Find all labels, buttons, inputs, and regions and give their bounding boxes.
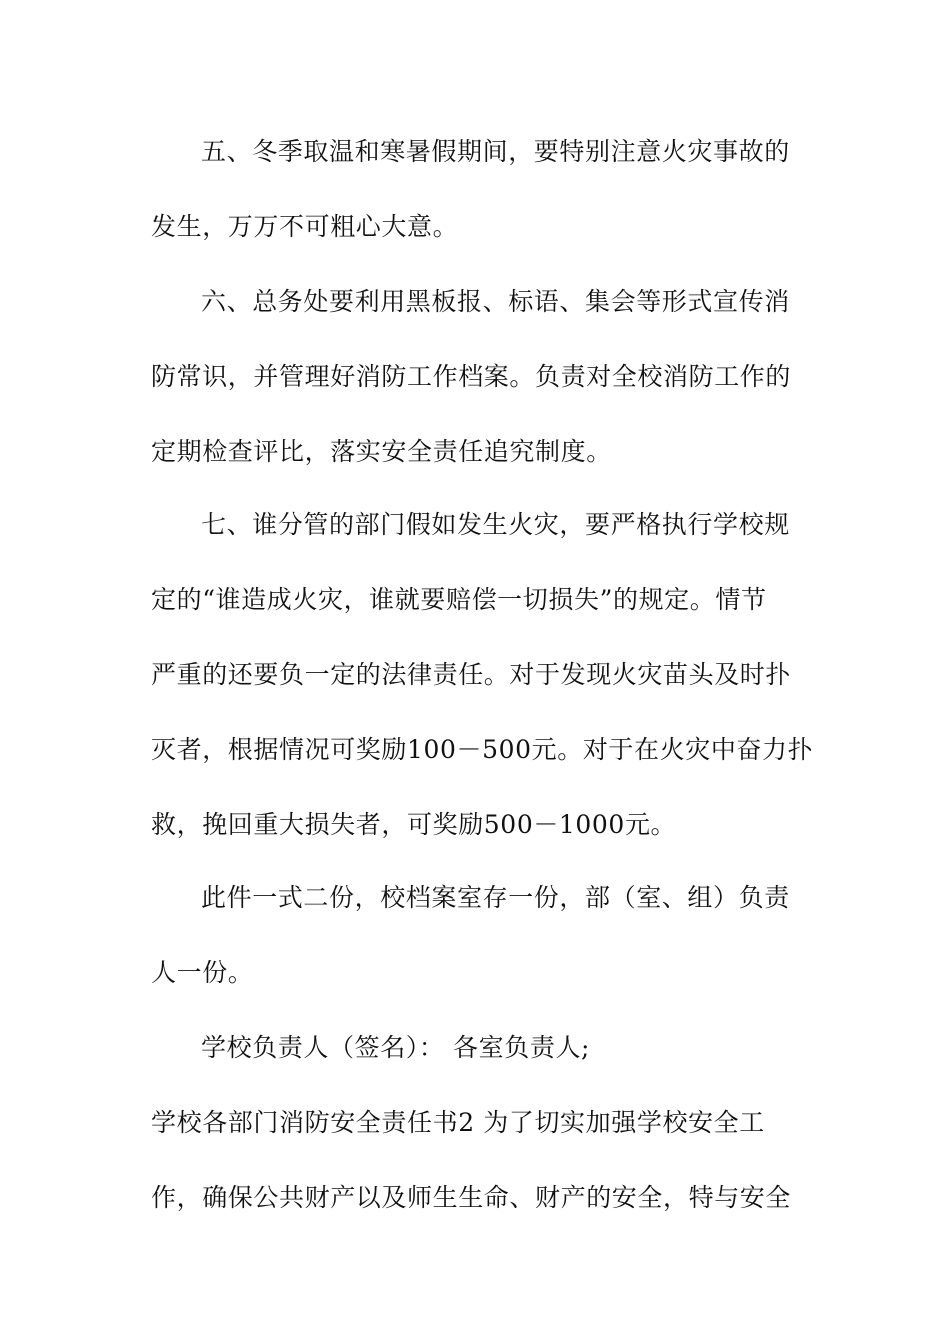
paragraph-line: 防常识，并管理好消防工作档案。负责对全校消防工作的 — [151, 362, 792, 391]
paragraph-line: 发生，万万不可粗心大意。 — [151, 212, 459, 241]
signature-line: 学校负责人（签名）： 各室负责人; — [201, 1033, 591, 1062]
paragraph-line: 作，确保公共财产以及师生生命、财产的安全，特与安全 — [151, 1183, 792, 1212]
paragraph-line: 学校各部门消防安全责任书2 为了切实加强学校安全工 — [151, 1108, 765, 1137]
paragraph-line: 五、冬季取温和寒暑假期间，要特别注意火灾事故的 — [201, 137, 790, 166]
paragraph-line: 六、总务处要利用黑板报、标语、集会等形式宣传消 — [201, 287, 790, 316]
paragraph-line: 严重的还要负一定的法律责任。对于发现火灾苗头及时扑 — [151, 660, 792, 689]
paragraph-line: 人一份。 — [151, 958, 254, 987]
paragraph-line: 此件一式二份，校档案室存一份，部（室、组）负责 — [201, 883, 790, 912]
paragraph-line: 七、谁分管的部门假如发生火灾，要严格执行学校规 — [201, 510, 790, 539]
paragraph-line: 灭者，根据情况可奖励100－500元。对于在火灾中奋力扑 — [151, 735, 814, 764]
paragraph-line: 救，挽回重大损失者，可奖励500－1000元。 — [151, 810, 677, 839]
paragraph-line: 定的“谁造成火灾，谁就要赔偿一切损失”的规定。情节 — [151, 585, 767, 614]
paragraph-line: 定期检查评比，落实安全责任追究制度。 — [151, 437, 612, 466]
